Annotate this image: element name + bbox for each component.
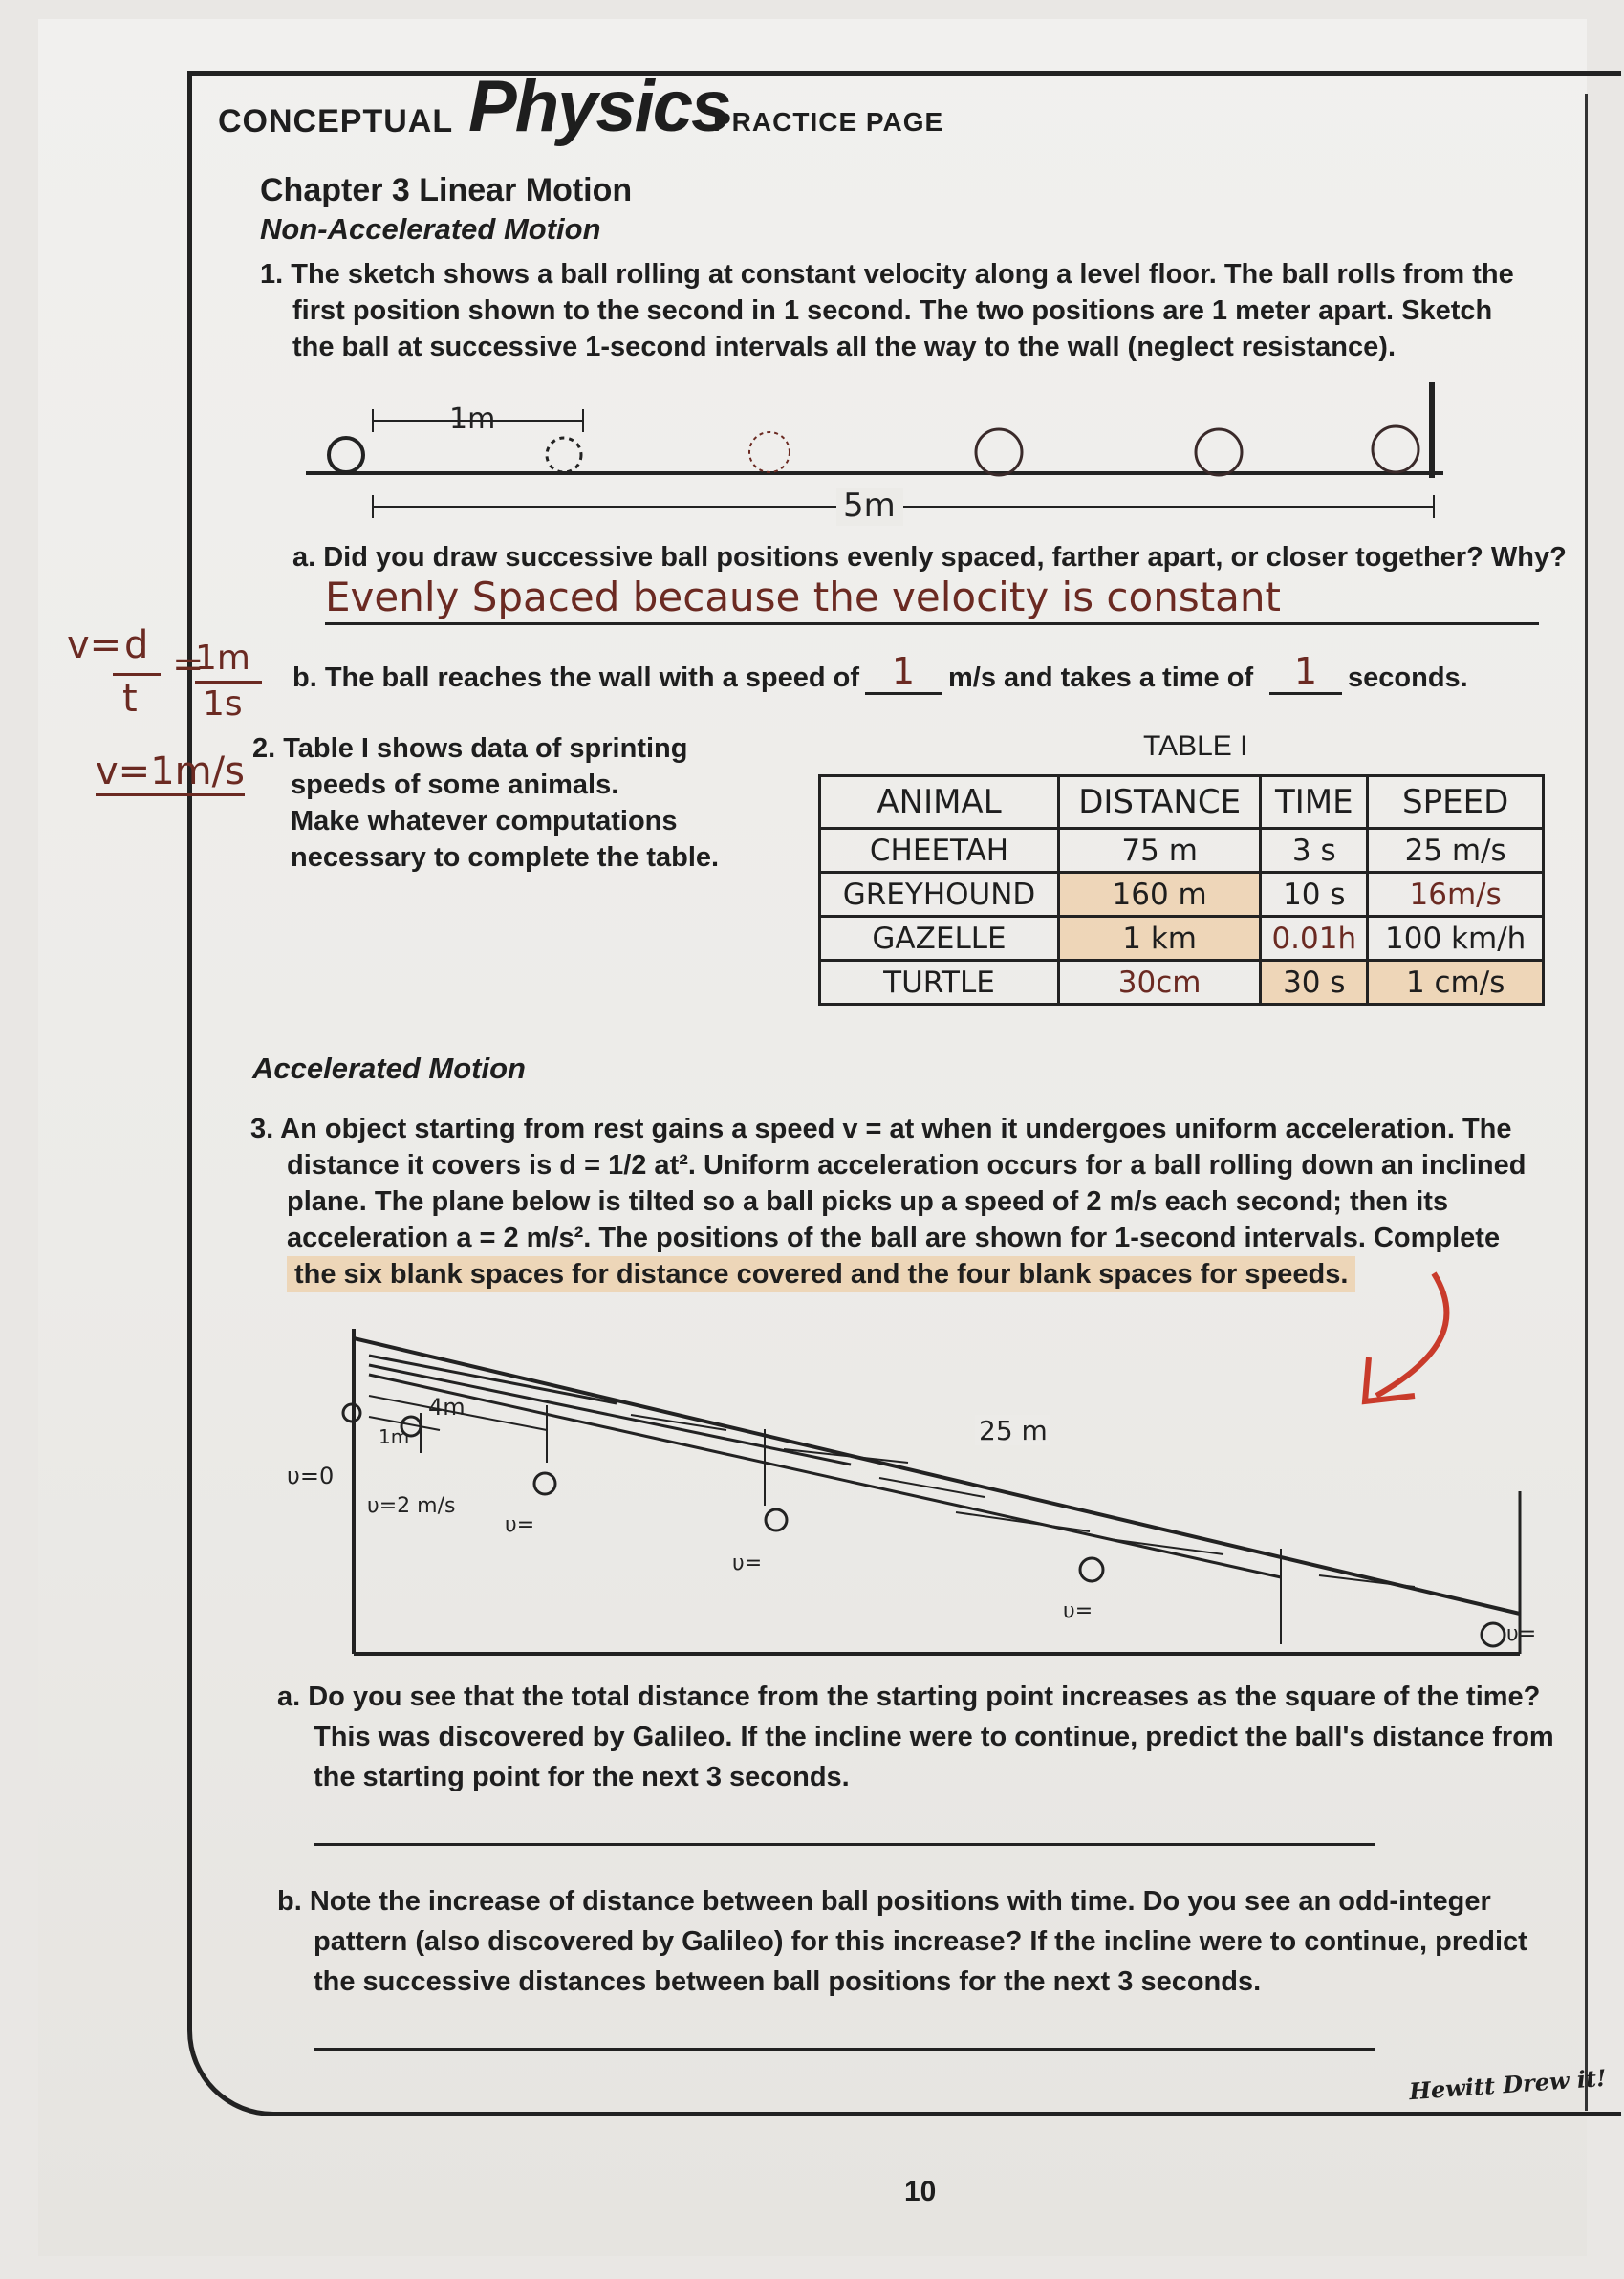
- q1b-prefix: b. The ball reaches the wall with a speed of: [292, 662, 860, 693]
- table-header-row: [820, 776, 1544, 829]
- label-v-blank[interactable]: υ=: [1506, 1622, 1537, 1646]
- cell-time: 30 s: [1261, 961, 1368, 1005]
- margin-1s: 1s: [203, 684, 243, 724]
- red-arrow-annotation: [1376, 1273, 1447, 1396]
- q3b-line2: pattern (also discovered by Galileo) for this increase? If the incline were to continue, predict: [314, 1926, 1527, 1957]
- q3a-line3: the starting point for the next 3 seconds.: [314, 1762, 850, 1792]
- drawn-ball-5: [1196, 429, 1242, 475]
- q3-text-line5: the six blank spaces for distance covered and the four blank spaces for speeds.: [287, 1256, 1355, 1292]
- cell-animal: CHEETAH: [820, 829, 1059, 873]
- cell-animal: GAZELLE: [820, 917, 1059, 961]
- ball-position-1: [329, 438, 363, 472]
- q3a-line2: This was discovered by Galileo. If the incline were to continue, predict the ball's distance from: [314, 1722, 1554, 1752]
- q3b-line1: b. Note the increase of distance between ball positions with time. Do you see an odd-integer: [277, 1886, 1491, 1917]
- cell-speed-answer[interactable]: 16m/s: [1368, 873, 1544, 917]
- label-v-blank[interactable]: υ=: [1063, 1599, 1093, 1623]
- q1b-time-answer[interactable]: 1: [1269, 650, 1342, 695]
- label-4m: 4m: [428, 1394, 466, 1421]
- incline-diagram: [287, 1262, 1568, 1663]
- ball-t3: [766, 1509, 787, 1530]
- cell-distance: 75 m: [1059, 829, 1261, 873]
- cell-speed: 1 cm/s: [1368, 961, 1544, 1005]
- drawn-ball-4: [976, 429, 1022, 475]
- section-title-non-accelerated: Non-Accelerated Motion: [260, 212, 601, 246]
- label-v0: υ=0: [287, 1463, 335, 1489]
- q2-text-line3: Make whatever computations: [291, 806, 678, 836]
- table-title: TABLE I: [1143, 730, 1248, 762]
- q1a-question: a. Did you draw successive ball positions evenly spaced, farther apart, or closer together? Why?: [292, 542, 1567, 573]
- q1a-answer[interactable]: Evenly Spaced because the velocity is constant: [325, 574, 1539, 625]
- label-v2: υ=2 m/s: [367, 1494, 456, 1518]
- table-row: [820, 829, 1544, 873]
- q3-text-line1: 3. An object starting from rest gains a speed v = at when it undergoes uniform acceleration. The: [250, 1114, 1512, 1144]
- cell-distance-answer[interactable]: 30cm: [1059, 961, 1261, 1005]
- table-row: [820, 961, 1544, 1005]
- q1b-suffix: seconds.: [1348, 662, 1468, 693]
- margin-1m: 1m: [195, 639, 250, 678]
- q3a-answer-line[interactable]: [314, 1843, 1375, 1846]
- header-conceptual: CONCEPTUAL: [218, 103, 454, 140]
- section-title-accelerated: Accelerated Motion: [252, 1052, 526, 1085]
- q3a-line1: a. Do you see that the total distance from the starting point increases as the square of the time?: [277, 1682, 1541, 1712]
- header-distance: DISTANCE: [1059, 776, 1261, 829]
- label-v-blank[interactable]: υ=: [505, 1513, 535, 1537]
- q3-text-line3: plane. The plane below is tilted so a ball picks up a speed of 2 m/s each second; then its: [287, 1186, 1449, 1217]
- ball-position-2: [547, 438, 581, 472]
- header-speed: SPEED: [1368, 776, 1544, 829]
- header-animal: ANIMAL: [820, 776, 1059, 829]
- q2-text-line2: speeds of some animals.: [291, 770, 619, 800]
- label-5m: 5m: [843, 487, 896, 525]
- q1-text-line3: the ball at successive 1-second intervals all the way to the wall (neglect resistance).: [292, 332, 1396, 362]
- q3-text-line2: distance it covers is d = 1/2 at². Uniform acceleration occurs for a ball rolling down an inclined: [287, 1150, 1527, 1181]
- q2-text-line1: 2. Table I shows data of sprinting: [252, 733, 688, 764]
- q1b-speed-answer[interactable]: 1: [865, 650, 942, 695]
- cell-speed: 25 m/s: [1368, 829, 1544, 873]
- table-row: [820, 873, 1544, 917]
- chapter-title: Chapter 3 Linear Motion: [260, 172, 633, 208]
- drawn-ball-3: [749, 432, 790, 472]
- q3-text-line4: acceleration a = 2 m/s². The positions of the ball are shown for 1-second intervals. Complete: [287, 1223, 1501, 1253]
- label-1m-incline: 1m: [379, 1425, 410, 1448]
- cell-speed: 100 km/h: [1368, 917, 1544, 961]
- cell-time-answer[interactable]: 0.01h: [1261, 917, 1368, 961]
- label-1m: 1m: [449, 402, 496, 436]
- q1-text-line1: 1. The sketch shows a ball rolling at constant velocity along a level floor. The ball rolls from the: [260, 259, 1514, 290]
- cell-animal: GREYHOUND: [820, 873, 1059, 917]
- label-25m: 25 m: [979, 1415, 1048, 1446]
- cell-time: 3 s: [1261, 829, 1368, 873]
- page-number: 10: [904, 2176, 937, 2207]
- ball-t5: [1482, 1623, 1505, 1646]
- ball-t4: [1080, 1558, 1103, 1581]
- cell-distance: 1 km: [1059, 917, 1261, 961]
- q3b-answer-line[interactable]: [314, 2048, 1375, 2051]
- incline-surface: [354, 1338, 1520, 1614]
- header-time: TIME: [1261, 776, 1368, 829]
- q1-text-line2: first position shown to the second in 1 second. The two positions are 1 meter apart. Sketch: [292, 295, 1493, 326]
- header-physics-logo: Physics: [468, 66, 730, 147]
- speed-table: [818, 774, 1545, 1006]
- label-v-blank[interactable]: υ=: [732, 1552, 763, 1575]
- header-practice-page: PRACTICE PAGE: [713, 107, 944, 137]
- floor-sketch: [287, 373, 1472, 535]
- dimension-25m: [369, 1375, 1281, 1577]
- q1b-mid: m/s and takes a time of: [948, 662, 1254, 693]
- margin-d: d: [124, 623, 149, 667]
- margin-equals: =: [172, 642, 205, 686]
- drawn-ball-6: [1373, 426, 1418, 472]
- margin-v-equals: v=: [67, 623, 122, 667]
- table-row: [820, 917, 1544, 961]
- margin-result: v=1m/s: [96, 749, 245, 796]
- hewitt-signature: Hewitt Drew it!: [1408, 2063, 1608, 2106]
- margin-t: t: [122, 677, 138, 721]
- dimension-9m: [369, 1356, 617, 1403]
- cell-time: 10 s: [1261, 873, 1368, 917]
- ball-t2: [534, 1473, 555, 1494]
- q3b-line3: the successive distances between ball positions for the next 3 seconds.: [314, 1966, 1262, 1997]
- cell-animal: TURTLE: [820, 961, 1059, 1005]
- cell-distance: 160 m: [1059, 873, 1261, 917]
- page-frame-right: [1585, 94, 1588, 2111]
- q2-text-line4: necessary to complete the table.: [291, 842, 720, 873]
